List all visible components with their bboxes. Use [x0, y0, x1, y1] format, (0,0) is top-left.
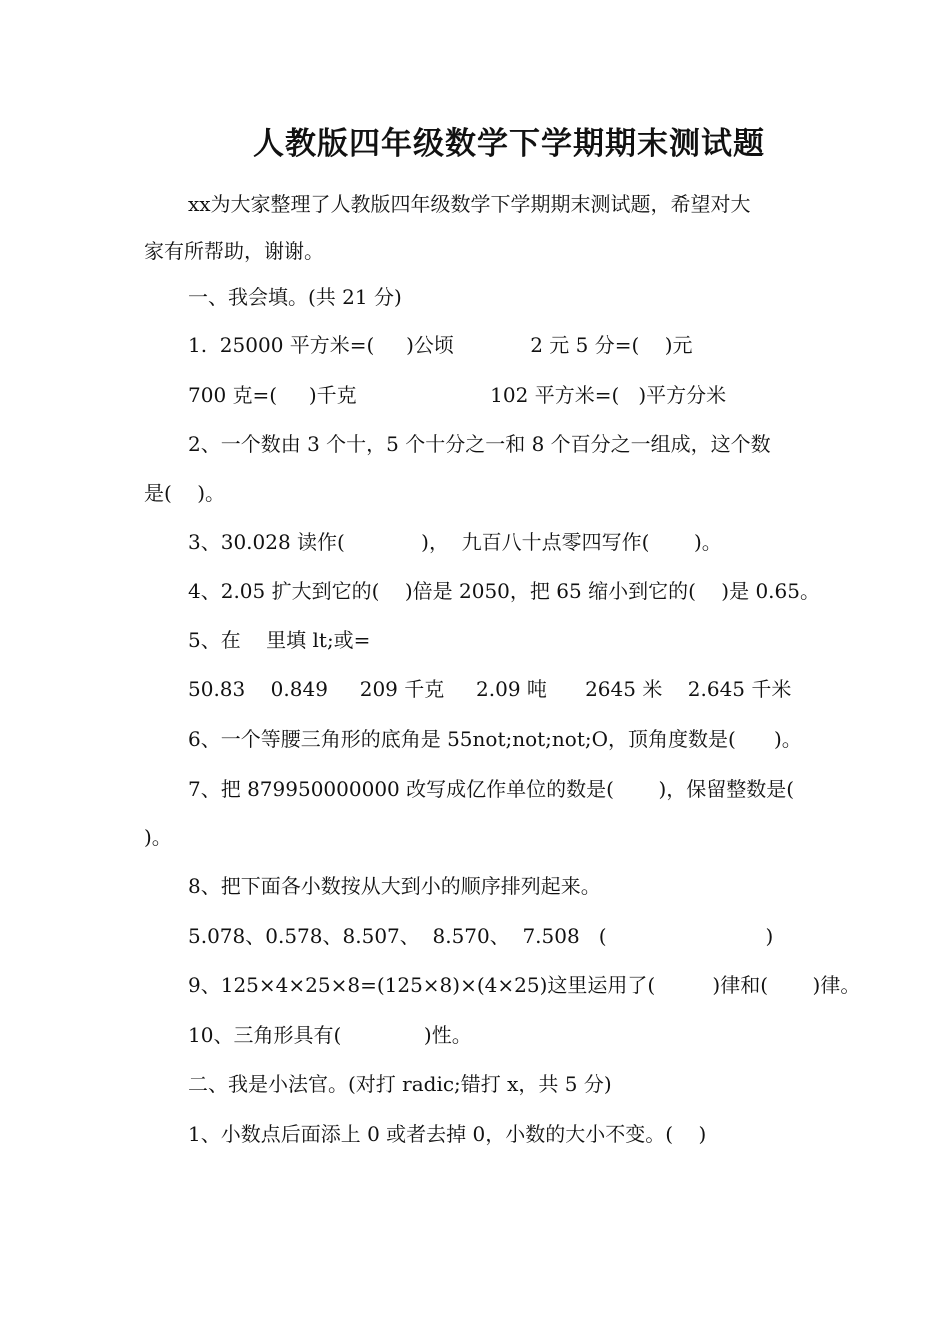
question-8-items: 5.078、0.578、8.507、 8.570、 7.508 ( ): [188, 924, 774, 948]
section-1-heading: 一、我会填。(共 21 分): [188, 285, 402, 309]
question-2-line-1: 2、一个数由 3 个十，5 个十分之一和 8 个百分之一组成，这个数: [188, 432, 771, 456]
question-5: 5、在 里填 lt;或=: [188, 628, 371, 652]
document-title: 人教版四年级数学下学期期末测试题: [253, 126, 765, 162]
question-8: 8、把下面各小数按从大到小的顺序排列起来。: [188, 874, 601, 898]
question-3: 3、30.028 读作( )， 九百八十点零四写作( )。: [188, 530, 722, 554]
section-2-heading: 二、我是小法官。(对打 radic;错打 x，共 5 分): [188, 1072, 612, 1096]
question-6: 6、一个等腰三角形的底角是 55not;not;not;O，顶角度数是( )。: [188, 727, 802, 751]
question-9: 9、125×4×25×8=(125×8)×(4×25)这里运用了( )律和( )律。: [188, 973, 861, 997]
question-1-line-1: 1. 25000 平方米=( )公顷 2 元 5 分=( )元: [188, 333, 693, 357]
judge-question-1: 1、小数点后面添上 0 或者去掉 0，小数的大小不变。( ): [188, 1122, 707, 1146]
question-4: 4、2.05 扩大到它的( )倍是 2050，把 65 缩小到它的( )是 0.65。: [188, 579, 820, 603]
question-7-line-2: )。: [144, 825, 172, 849]
question-10: 10、三角形具有( )性。: [188, 1023, 472, 1047]
question-5-items: 50.83 0.849 209 千克 2.09 吨 2645 米 2.645 千米: [188, 677, 792, 701]
question-1-line-2: 700 克=( )千克 102 平方米=( )平方分米: [188, 383, 727, 407]
question-2-line-2: 是( )。: [144, 481, 226, 505]
intro-line-1: xx为大家整理了人教版四年级数学下学期期末测试题，希望对大: [188, 192, 751, 216]
intro-line-2: 家有所帮助，谢谢。: [144, 239, 324, 263]
question-7-line-1: 7、把 879950000000 改写成亿作单位的数是( )，保留整数是(: [188, 777, 795, 801]
